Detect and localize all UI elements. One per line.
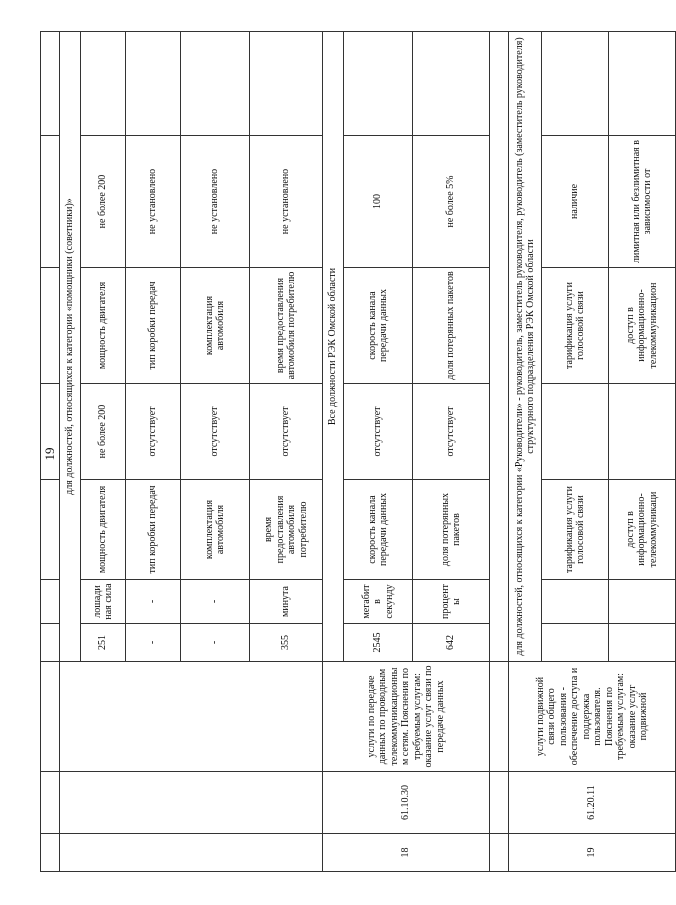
characteristic-value-approved: лимитная или безлимитная в зависимости от xyxy=(609,136,676,268)
okpd-code: 61.20.11 xyxy=(509,772,676,834)
table-row xyxy=(81,32,126,872)
rotated-table-wrapper xyxy=(40,32,659,872)
table-top-row xyxy=(41,32,60,872)
characteristic-value-approved: 100 xyxy=(344,136,413,268)
section-header-row xyxy=(60,32,81,872)
characteristic-name: тип коробки передач xyxy=(126,480,181,580)
characteristic-value: отсутствует xyxy=(181,384,250,480)
characteristic-name-approved: доля потерянных пакетов xyxy=(413,268,490,384)
okei-code: 251 xyxy=(81,624,126,662)
section-header: для должностей, относящихся к категории «помощники (советники)» xyxy=(60,32,81,662)
unit-name: - xyxy=(126,580,181,624)
unit-name: мегабит в секунду xyxy=(344,580,413,624)
table-row-18-header xyxy=(323,32,344,872)
section-header: Все должности РЭК Омской области xyxy=(323,32,344,662)
okei-code: - xyxy=(126,624,181,662)
unit-name: минута xyxy=(250,580,323,624)
characteristic-value: отсутствует xyxy=(344,384,413,480)
characteristic-value-approved: не установлено xyxy=(181,136,250,268)
characteristic-name-approved: время предоставления автомобиля потребителю xyxy=(250,268,323,384)
characteristic-value-approved: не более 5% xyxy=(413,136,490,268)
service-name: услуги подвижной связи общего пользования - обеспечение доступа и поддержка пользователя. Пояснения по требуемым услугам: оказание услуг подвижной xyxy=(509,662,676,772)
characteristic-name: доля потерянных пакетов xyxy=(413,480,490,580)
characteristic-value: не более 200 xyxy=(81,384,126,480)
characteristic-value: отсутствует xyxy=(413,384,490,480)
service-name: услуги по передаче данных по проводным телекоммуникационным сетям. Пояснения по требуемым услугам: оказание услуг связи по передаче данных xyxy=(323,662,490,772)
page-number: 19 xyxy=(42,447,57,461)
characteristic-value-approved: не установлено xyxy=(126,136,181,268)
row-number: 19 xyxy=(509,834,676,872)
table-spacer-row xyxy=(490,32,509,872)
characteristic-value: отсутствует xyxy=(250,384,323,480)
okei-code: 2545 xyxy=(344,624,413,662)
characteristic-name: скорость канала передачи данных xyxy=(344,480,413,580)
unit-name: - xyxy=(181,580,250,624)
characteristic-name: время предоставления автомобиля потребителю xyxy=(250,480,323,580)
characteristic-value-approved: не более 200 xyxy=(81,136,126,268)
characteristic-name: доступ в информационно-телекоммуникаци xyxy=(609,480,676,580)
table-row xyxy=(250,32,323,872)
characteristic-name-approved: мощность двигателя xyxy=(81,268,126,384)
table-row xyxy=(126,32,181,872)
table-row xyxy=(181,32,250,872)
okei-code: 642 xyxy=(413,624,490,662)
characteristic-name-approved: скорость канала передачи данных xyxy=(344,268,413,384)
characteristic-name-approved: тип коробки передач xyxy=(126,268,181,384)
requirements-table xyxy=(40,31,676,872)
okei-code: 355 xyxy=(250,624,323,662)
row-number: 18 xyxy=(323,834,490,872)
section-header: для должностей, относящихся к категории «Руководители» - руководитель, заместитель руководителя, руководитель (заместитель руководителя) структурного подразделения РЭК Омской области xyxy=(509,32,542,662)
unit-name: лошадиная сила xyxy=(81,580,126,624)
table-row-19-header xyxy=(509,32,542,872)
characteristic-name-approved: доступ в информационно-телекоммуникацион xyxy=(609,268,676,384)
characteristic-name: мощность двигателя xyxy=(81,480,126,580)
characteristic-name: комплектация автомобиля xyxy=(181,480,250,580)
unit-name: процент ы xyxy=(413,580,490,624)
characteristic-name: тарификация услуги голосовой связи xyxy=(542,480,609,580)
characteristic-name-approved: тарификация услуги голосовой связи xyxy=(542,268,609,384)
okei-code: - xyxy=(181,624,250,662)
characteristic-value-approved: не установлено xyxy=(250,136,323,268)
okpd-code: 61.10.30 xyxy=(323,772,490,834)
characteristic-value: отсутствует xyxy=(126,384,181,480)
characteristic-value-approved: наличие xyxy=(542,136,609,268)
characteristic-name-approved: комплектация автомобиля xyxy=(181,268,250,384)
